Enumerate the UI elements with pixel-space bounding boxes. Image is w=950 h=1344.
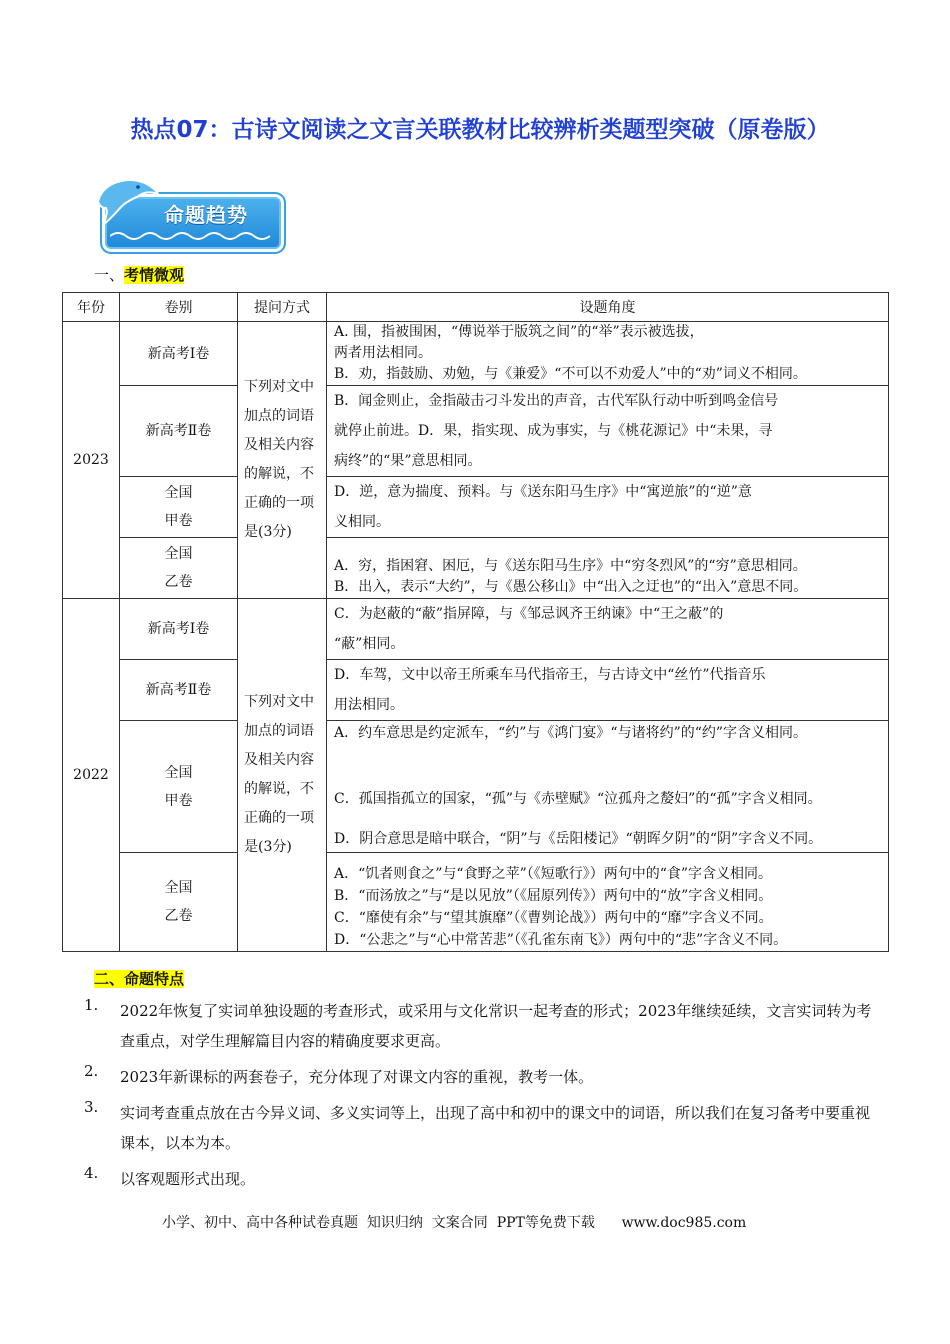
angle-cell	[327, 322, 889, 386]
angle-line: 病终”的“果”意思相同。	[334, 453, 482, 469]
section-label: 考情微观	[124, 266, 185, 284]
angle-line: C．孤国指孤立的国家，“孤”与《赤壁赋》“泣孤舟之嫠妇”的“孤”字含义相同。	[334, 791, 822, 807]
list-item	[84, 1098, 884, 1158]
angle-cell	[327, 853, 889, 952]
angle-cell	[327, 599, 889, 660]
angle-line: D．车驾，文中以帝王所乘车马代指帝王，与古诗文中“丝竹”代指音乐	[334, 667, 766, 683]
section-heading-exam-overview	[94, 264, 184, 285]
angle-line: A. 围，指被围困，“傅说举于版筑之间”的“举”表示被选拔，	[334, 324, 704, 340]
header-angle: 设题角度	[327, 293, 889, 322]
paper-cell: 全国乙卷	[120, 538, 238, 599]
list-number: 2.	[84, 1062, 99, 1080]
angle-line: D．逆，意为揣度、预料。与《送东阳马生序》中“寓逆旅”的“逆”意	[334, 484, 752, 500]
angle-line: B．出入，表示“大约”，与《愚公移山》中“出入之迂也”的“出入”意思不同。	[334, 579, 808, 595]
table-row	[63, 538, 889, 599]
header-method: 提问方式	[238, 293, 327, 322]
angle-line: B．“而汤放之”与“是以见放”（《屈原列传》）两句中的“放”字含义相同。	[334, 888, 773, 904]
header-paper: 卷别	[120, 293, 238, 322]
header-year: 年份	[63, 293, 120, 322]
list-text: 以客观题形式出现。	[120, 1170, 256, 1188]
table-header-row	[63, 293, 889, 322]
angle-line: B．闻金则止，金指敲击刁斗发出的声音，古代军队行动中听到鸣金信号	[334, 393, 779, 409]
badge-label: 命题趋势	[164, 203, 248, 227]
angle-line: D．“公悲之”与“心中常苦悲”（《孔雀东南飞》）两句中的“悲”字含义不同。	[334, 932, 788, 948]
angle-line: 义相同。	[334, 514, 390, 530]
list-text: 2023年新课标的两套卷子，充分体现了对课文内容的重视，教考一体。	[120, 1068, 594, 1086]
paper-cell: 新高考Ⅰ卷	[120, 599, 238, 660]
page-title: 热点07：古诗文阅读之文言关联教材比较辨析类题型突破（原卷版）	[130, 117, 830, 143]
feature-list	[84, 996, 884, 1194]
page-footer: 小学、初中、高中各种试卷真题 知识归纳 文案合同 PPT等免费下载 www.doc985.com	[162, 1215, 747, 1231]
paper-cell: 新高考Ⅱ卷	[120, 386, 238, 477]
paper-cell: 全国甲卷	[120, 477, 238, 538]
angle-line: C．“靡使有余”与“望其旗靡”（《曹刿论战》）两句中的“靡”字含义不同。	[334, 910, 773, 926]
paper-cell: 新高考Ⅰ卷	[120, 322, 238, 386]
table-row	[63, 853, 889, 952]
angle-line: A．约车意思是约定派车，“约”与《鸿门宴》“与诸将约”的“约”字含义相同。	[334, 725, 808, 741]
section-heading-features	[94, 968, 184, 989]
angle-line: D．阴合意思是暗中联合，“阴”与《岳阳楼记》“朝晖夕阴”的“阴”字含义不同。	[334, 831, 823, 847]
paper-cell: 全国乙卷	[120, 853, 238, 952]
section-number: 一、	[94, 266, 125, 284]
angle-line: 就停止前进。D．果，指实现、成为事实，与《桃花源记》中“未果，寻	[334, 423, 773, 439]
wave-icon	[110, 230, 276, 242]
list-number: 4.	[84, 1164, 99, 1182]
angle-cell	[327, 477, 889, 538]
method-cell: 下列对文中加点的词语及相关内容的解说，不正确的一项是(3分)	[238, 322, 327, 599]
list-item	[84, 1164, 884, 1194]
year-cell: 2023	[63, 322, 120, 599]
table-row	[63, 721, 889, 853]
table-row	[63, 477, 889, 538]
angle-line: A．“饥者则食之”与“食野之苹”（《短歌行》）两句中的“食”字含义相同。	[334, 866, 773, 882]
angle-line: “蔽”相同。	[334, 636, 405, 652]
angle-cell	[327, 538, 889, 599]
list-item	[84, 1062, 884, 1092]
year-cell: 2022	[63, 599, 120, 952]
list-text: 2022年恢复了实词单独设题的考查形式，或采用与文化常识一起考查的形式；2023年继续延续，文言实词转为考查重点，对学生理解篇目内容的精确度要求更高。	[120, 1002, 872, 1050]
section-label: 二、命题特点	[94, 970, 185, 988]
angle-cell	[327, 721, 889, 853]
paper-cell: 全国甲卷	[120, 721, 238, 853]
table-row	[63, 322, 889, 386]
table-row	[63, 660, 889, 721]
angle-line: 两者用法相同。	[334, 345, 432, 361]
angle-line: A．穷，指困窘、困厄，与《送东阳马生序》中“穷冬烈风”的“穷”意思相同。	[334, 558, 807, 574]
section-badge	[92, 172, 292, 258]
list-text: 实词考查重点放在古今异义词、多义实词等上，出现了高中和初中的课文中的词语，所以我们在复习备考中要重视课本，以本为本。	[120, 1104, 871, 1152]
list-item	[84, 996, 884, 1056]
exam-table	[62, 292, 889, 952]
angle-cell	[327, 386, 889, 477]
table-row	[63, 386, 889, 477]
angle-line: 用法相同。	[334, 697, 404, 713]
list-number: 3.	[84, 1098, 99, 1116]
angle-line: C．为赵蔽的“蔽”指屏障，与《邹忌讽齐王纳谏》中“王之蔽”的	[334, 606, 724, 622]
list-number: 1.	[84, 996, 99, 1014]
angle-line: B．劝，指鼓励、劝勉，与《兼爱》“不可以不劝爱人”中的“劝”词义不相同。	[334, 366, 807, 382]
method-cell: 下列对文中加点的词语及相关内容的解说，不正确的一项是(3分)	[238, 599, 327, 952]
angle-cell	[327, 660, 889, 721]
paper-cell: 新高考Ⅱ卷	[120, 660, 238, 721]
table-row	[63, 599, 889, 660]
